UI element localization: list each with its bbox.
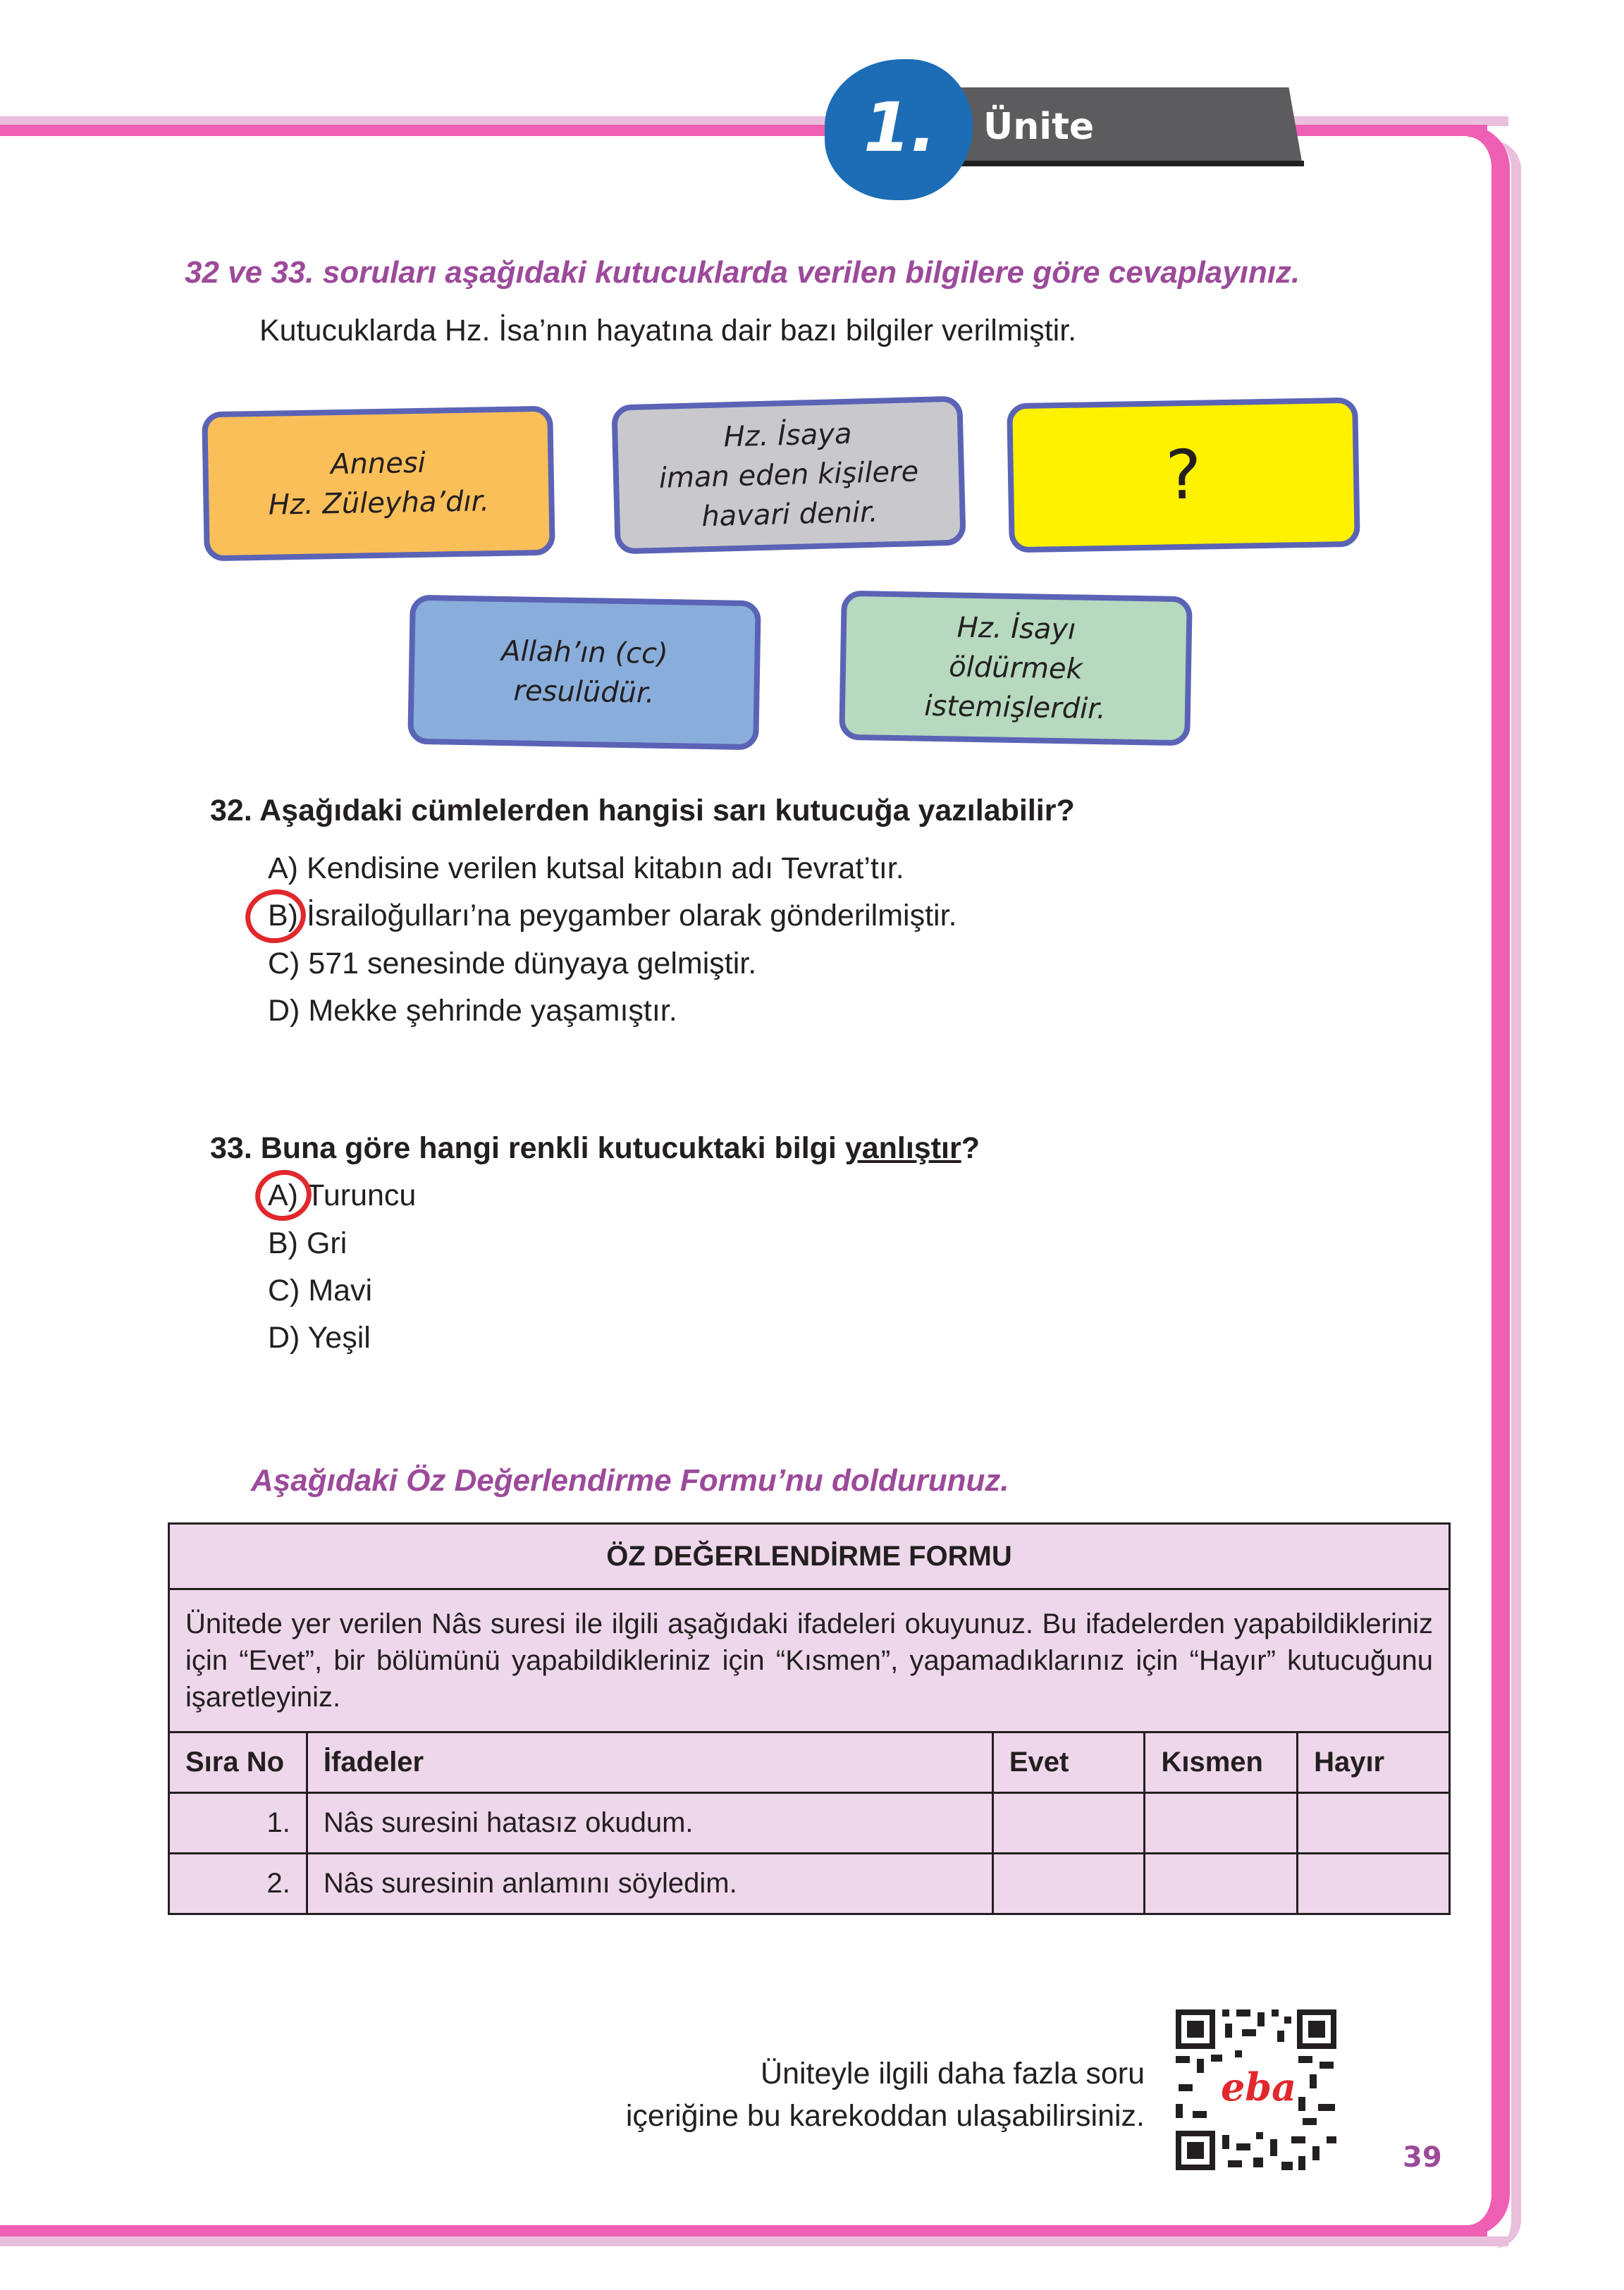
form-description: Ünitede yer verilen Nâs suresi ile ilgili aşağıdaki ifadeleri okuyunuz. Bu ifadelerden yapabildikleriniz için “Evet”, bir bölümünü yapabildikleriniz için “Kısmen”, yapamadıklarınız için “Hayır” kutucuğunu işaretleyiniz.: [169, 1589, 1450, 1732]
question-32-option-c[interactable]: C) 571 senesinde dünyaya gelmiştir.: [268, 947, 757, 980]
qr-caption-line-1: Üniteyle ilgili daha fazla soru: [761, 2057, 1145, 2091]
answer-mark-32: [241, 885, 310, 948]
frame-bottom-shadow: [0, 2236, 1508, 2246]
table-row: [169, 1793, 1450, 1854]
intro-text: Kutucuklarda Hz. İsa’nın hayatına dair bazı bilgiler verilmiştir.: [259, 314, 1077, 347]
yes-cell[interactable]: [992, 1854, 1145, 1914]
question-32-option-b[interactable]: B) İsrailoğulları’na peygamber olarak gönderilmiştir.: [268, 899, 957, 932]
frame-right: [1468, 125, 1510, 2236]
row-number: 1.: [169, 1793, 307, 1854]
info-box-green: Hz. İsayı öldürmek istemişlerdir.: [839, 591, 1193, 746]
table-row: [169, 1854, 1450, 1914]
no-cell[interactable]: [1298, 1854, 1450, 1914]
question-33-option-a[interactable]: A) Turuncu: [268, 1178, 417, 1212]
page-number: 39: [1403, 2141, 1442, 2174]
column-header-partially: Kısmen: [1145, 1732, 1298, 1793]
frame-bottom: [0, 2225, 1487, 2236]
row-number: 2.: [169, 1854, 307, 1914]
qr-code[interactable]: [1171, 2005, 1341, 2174]
form-title: ÖZ DEĞERLENDİRME FORMU: [169, 1524, 1450, 1589]
row-statement: Nâs suresini hatasız okudum.: [307, 1793, 992, 1854]
intro-instruction: 32 ve 33. soruları aşağıdaki kutucuklarda verilen bilgilere göre cevaplayınız.: [185, 255, 1300, 290]
unit-banner-underline: [916, 161, 1304, 166]
yes-cell[interactable]: [992, 1793, 1145, 1854]
form-instruction: Aşağıdaki Öz Değerlendirme Formu’nu doldurunuz.: [251, 1463, 1009, 1498]
self-assessment-table: [168, 1522, 1451, 1915]
eba-logo: eba: [1221, 2064, 1297, 2110]
info-box-blue: Allah’ın (cc) resulüdür.: [407, 595, 761, 751]
column-header-yes: Evet: [992, 1732, 1145, 1793]
column-header-no-answer: Hayır: [1298, 1732, 1450, 1793]
partially-cell[interactable]: [1145, 1854, 1298, 1914]
question-32-option-a[interactable]: A) Kendisine verilen kutsal kitabın adı Tevrat’tır.: [268, 851, 904, 885]
question-33-option-b[interactable]: B) Gri: [268, 1226, 347, 1260]
column-header-statements: İfadeler: [307, 1732, 992, 1793]
row-statement: Nâs suresinin anlamını söyledim.: [307, 1854, 992, 1914]
question-33-option-d[interactable]: D) Yeşil: [268, 1321, 371, 1355]
no-cell[interactable]: [1298, 1793, 1450, 1854]
question-32-option-d[interactable]: D) Mekke şehrinde yaşamıştır.: [268, 994, 677, 1028]
unit-number: 1.: [863, 88, 937, 167]
info-box-gray: Hz. İsaya iman eden kişilere havari denir.: [611, 396, 966, 555]
unit-label: Ünite: [983, 106, 1095, 148]
column-header-no: Sıra No: [169, 1732, 307, 1793]
answer-mark-33: [251, 1166, 315, 1226]
partially-cell[interactable]: [1145, 1793, 1298, 1854]
question-32-title: 32. Aşağıdaki cümlelerden hangisi sarı kutucuğa yazılabilir?: [210, 794, 1075, 827]
question-33-title: 33. Buna göre hangi renkli kutucuktaki bilgi yanlıştır?: [210, 1131, 980, 1165]
qr-caption-line-2: içeriğine bu karekoddan ulaşabilirsiniz.: [625, 2099, 1145, 2133]
info-box-orange: Annesi Hz. Züleyha’dır.: [202, 406, 555, 562]
question-33-option-c[interactable]: C) Mavi: [268, 1274, 373, 1307]
info-box-yellow: ?: [1007, 398, 1360, 553]
